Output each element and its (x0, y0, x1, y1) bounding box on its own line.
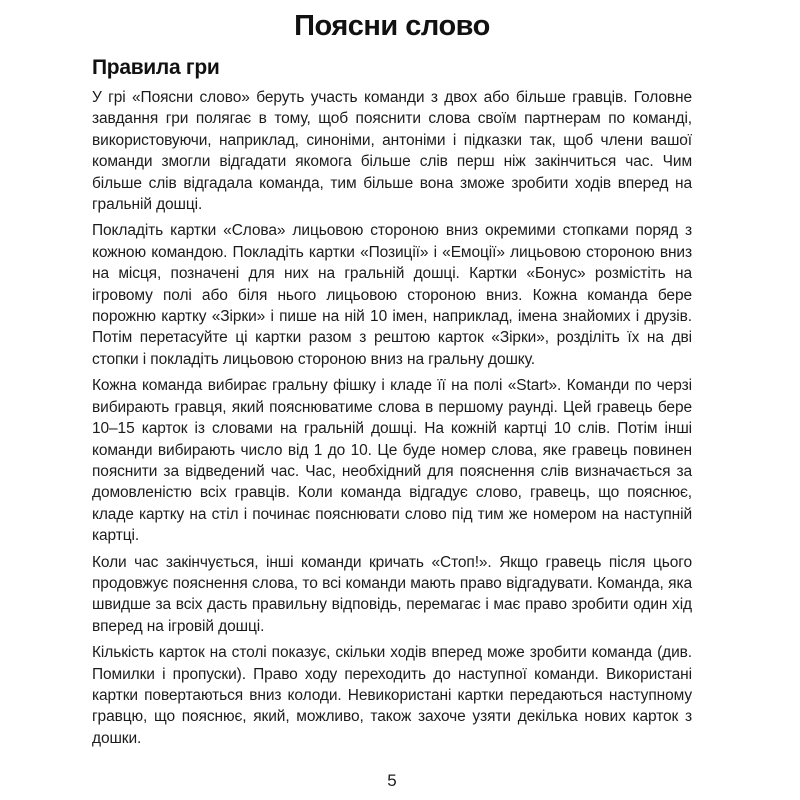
rules-paragraph-3: Кожна команда вибирає гральну фішку і кладе її на полі «Start». Команди по черзі вибирають гравця, який пояснюватиме слова в першому раунді. Цей гравець бере 10–15 карток із словами на гральній дошці. На кожній картці 10 слів. Потім інші команди вибирають число від 1 до 10. Це буде номер слова, яке гравець повинен пояснити за відведений час. Час, необхідний для пояснення слів визначається за домовленістю всіх гравців. Коли команда відгадує слово, гравець, що пояснює, кладе картку на стіл і починає пояснювати слово під тим же номером на наступній картці. (92, 377, 692, 545)
text-column (92, 0, 692, 754)
section-heading: Правила гри (92, 56, 220, 79)
rules-paragraph-5: Кількість карток на столі показує, скільки ходів вперед може зробити команда (див. Помилки і пропуски). Право ходу переходить до наступної команди. Використані картки повертаються вниз колоди. Невикористані картки передаються наступному гравцю, що пояснює, який, можливо, також захоче узяти декілька нових карток з дошки. (92, 644, 692, 747)
rules-paragraph-4: Коли час закінчується, інші команди кричать «Стоп!». Якщо гравець після цього продовжує пояснення слова, то всі команди мають право відгадувати. Команда, яка швидше за всіх дасть правильну відповідь, перемагає і має право зробити один хід вперед на ігровій дошці. (92, 553, 692, 635)
rules-paragraph-1: У грі «Поясни слово» беруть участь команди з двох або більше гравців. Головне завдання гри полягає в тому, щоб пояснити слова своїм партнерам по команді, використовуючи, наприклад, синоніми, антоніми і підказки так, щоб члени вашої команди змогли відгадати якомога більше слів перш ніж закінчиться час. Чим більше слів відгадала команда, тим більше вона зможе зробити ходів вперед на гральній дошці. (92, 89, 692, 214)
rules-paragraph-2: Покладіть картки «Слова» лицьовою стороною вниз окремими стопками поряд з кожною командою. Покладіть картки «Позиції» і «Емоції» лицьовою стороною вниз на місця, позначені для них на гральній дошці. Картки «Бонус» розмістіть на ігровому полі або біля нього лицьовою стороною вниз. Кожна команда бере порожню картку «Зірки» і пише на ній 10 імен, наприклад, імена знайомих і друзів. Потім перетасуйте ці картки разом з рештою карток «Зірки», розділіть їх на дві стопки і покладіть лицьовою стороною вниз на гральну дошку. (92, 222, 692, 368)
page-number: 5 (387, 771, 397, 790)
page-title: Поясни слово (294, 10, 490, 42)
